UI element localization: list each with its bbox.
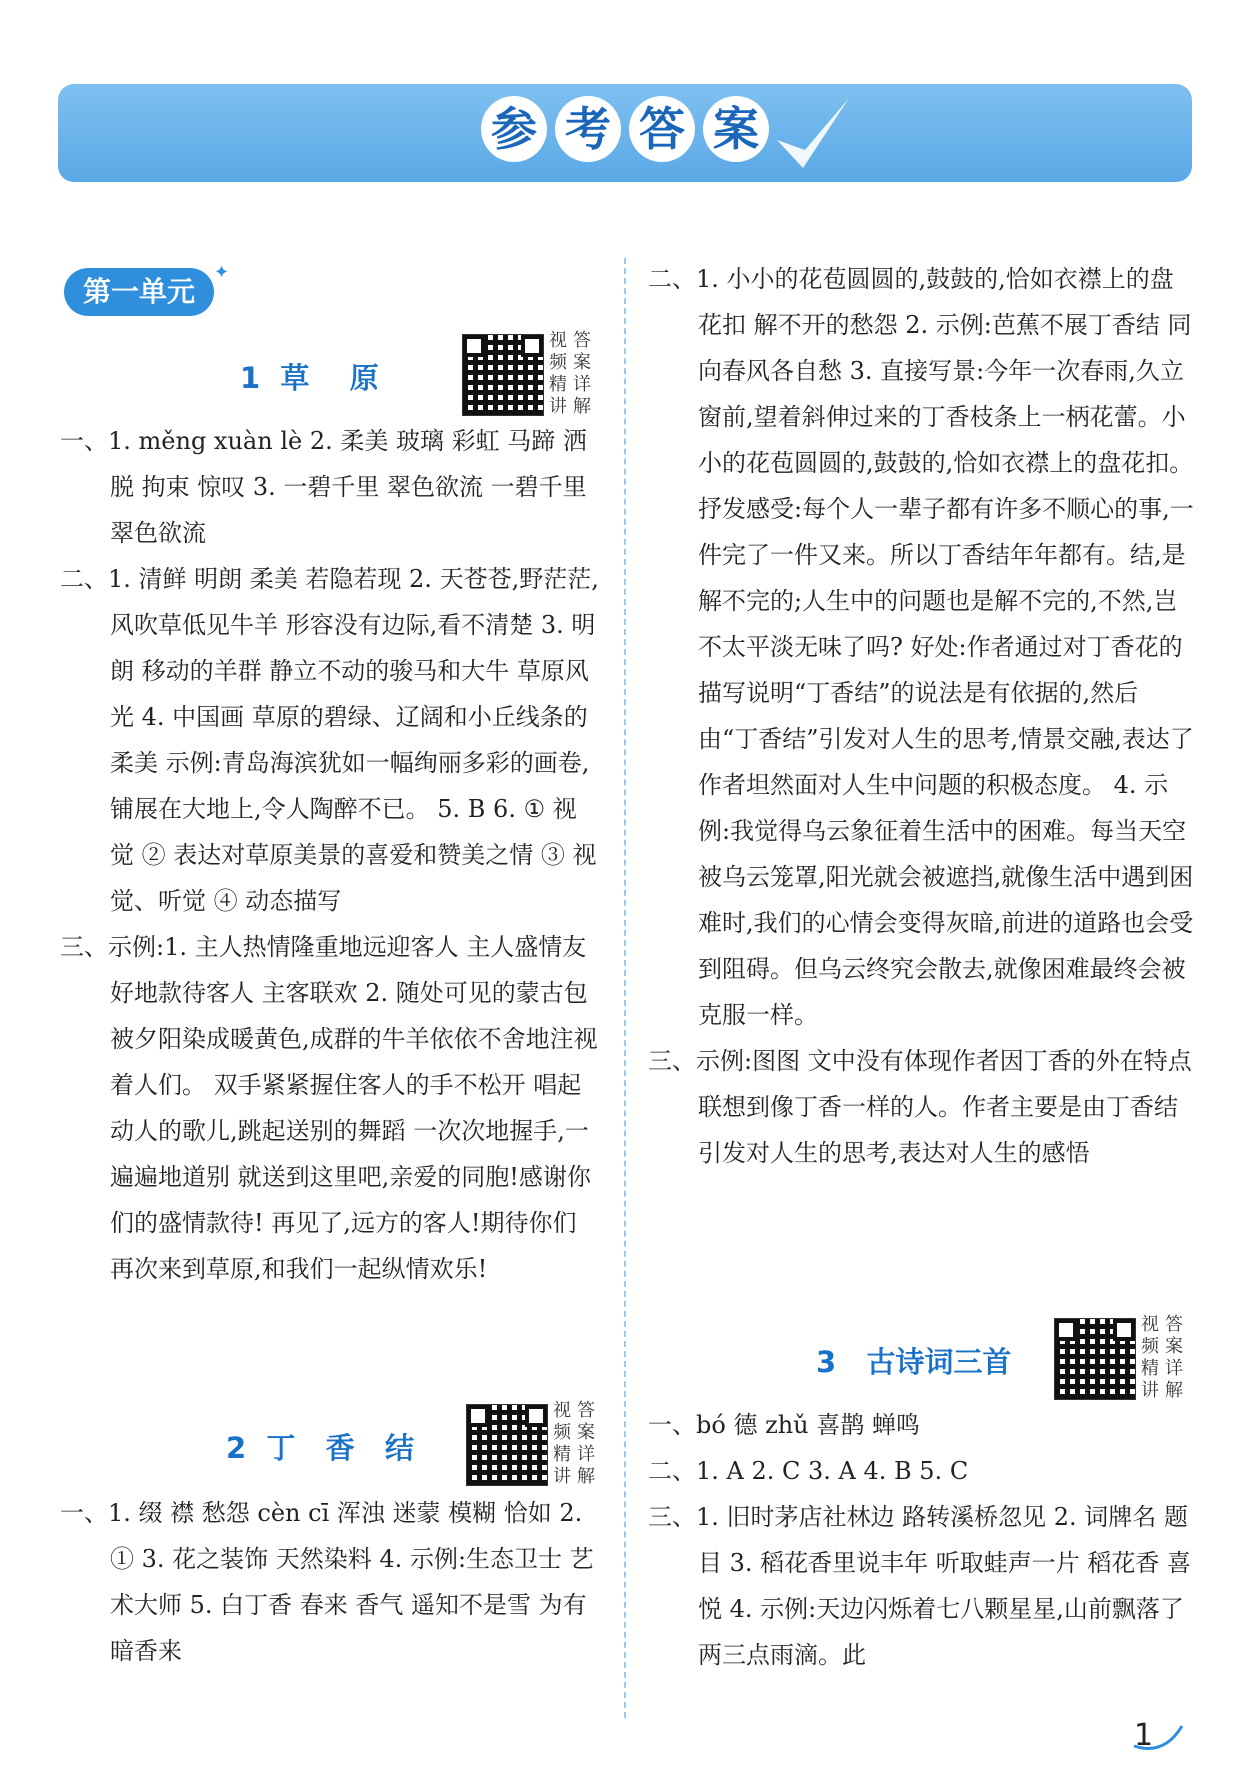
title-char: 参 [481,96,547,162]
answer-paragraph: 二、1. A 2. C 3. A 4. B 5. C [648,1457,969,1485]
qr-code-icon [462,334,544,416]
answer-block [648,256,1194,1176]
answer-paragraph: 三、1. 旧时茅店社林边 路转溪桥忽见 2. 词牌名 题目 3. 稻花香里说丰年 听取蛙声一片 稻花香 喜悦 4. 示例:天边闪烁着七八颗星星,山前飘落了两三点雨滴。此 [648,1503,1192,1669]
header-banner [58,84,1192,182]
answer-block [60,418,600,1292]
qr-label: 视 答 频 案 精 详 讲 解 [1141,1314,1183,1401]
sparkle-icon: ✦ [214,262,230,283]
answer-block [60,1490,600,1674]
qr-label: 视 答 频 案 精 详 讲 解 [549,330,591,417]
title-char: 案 [703,96,769,162]
qr-code-icon [466,1404,548,1486]
answer-block [648,1402,1194,1678]
answer-paragraph: 二、1. 小小的花苞圆圆的,鼓鼓的,恰如衣襟上的盘花扣 解不开的愁怨 2. 示例:芭蕉不展丁香结 同向春风各自愁 3. 直接写景:今年一次春雨,久立窗前,望着斜伸过来的丁香枝条上一柄花蕾。小小的花苞圆圆的,鼓鼓的,恰如衣襟上的盘花扣。 抒发感受:每个人一辈子都有许多不顺心的事,一件完了一件又来。所以丁香结年年都有。结,是解不完的;人生中的问题也是解不完的,不然,岂不太平淡无味了吗? 好处:作者通过对丁香花的描写说明“丁香结”的说法是有依据的,然后由“丁香结”引发对人生的思考,情景交融,表达了作者坦然面对人生中问题的积极态度。 4. 示例:我觉得乌云象征着生活中的困难。每当天空被乌云笼罩,阳光就会被遮挡,就像生活中遇到困难时,我们的心情会变得灰暗,前进的道路也会受到阻碍。但乌云终究会散去,就像困难最终会被克服一样。 [648,265,1194,1029]
page-number: 1 [1134,1718,1154,1753]
answer-paragraph: 三、示例:1. 主人热情隆重地远迎客人 主人盛情友好地款待客人 主客联欢 2. 随处可见的蒙古包被夕阳染成暖黄色,成群的牛羊依依不舍地注视着人们。 双手紧紧握住客人的手不松开 唱起动人的歌儿,跳起送别的舞蹈 一次次地握手,一遍遍地道别 就送到这里吧,亲爱的同胞!感谢你们的盛情款待! 再见了,远方的客人!期待你们再次来到草原,和我们一起纵情欢乐! [60,933,598,1283]
answer-paragraph: 二、1. 清鲜 明朗 柔美 若隐若现 2. 天苍苍,野茫茫,风吹草低见牛羊 形容没有边际,看不清楚 3. 明朗 移动的羊群 静立不动的骏马和大牛 草原风光 4. 中国画 草原的碧绿、辽阔和小丘线条的柔美 示例:青岛海滨犹如一幅绚丽多彩的画卷,铺展在大地上,令人陶醉不已。 5. B 6. ① 视觉 ② 表达对草原美景的喜爱和赞美之情 ③ 视觉、听觉 ④ 动态描写 [60,565,599,915]
qr-label: 视 答 频 案 精 详 讲 解 [553,1400,595,1487]
qr-code-icon [1054,1318,1136,1400]
answer-paragraph: 一、1. měng xuàn lè 2. 柔美 玻璃 彩虹 马蹄 洒脱 拘束 惊叹 3. 一碧千里 翠色欲流 一碧千里 翠色欲流 [60,427,587,547]
column-divider [624,258,626,1718]
title-char: 考 [555,96,621,162]
answer-paragraph: 一、1. 缀 襟 愁怨 cèn cī 浑浊 迷蒙 模糊 恰如 2. ① 3. 花之装饰 天然染料 4. 示例:生态卫士 艺术大师 5. 白丁香 春来 香气 遥知不是雪 为有暗香来 [60,1499,594,1665]
lesson-1-title: 1 草 原 [240,361,379,395]
lesson-2-title: 2 丁 香 结 [226,1431,414,1465]
answer-paragraph: 三、示例:图图 文中没有体现作者因丁香的外在特点联想到像丁香一样的人。作者主要是由丁香结引发对人生的思考,表达对人生的感悟 [648,1047,1192,1167]
unit-badge: 第一单元 [64,268,214,316]
checkmark-icon [773,94,853,176]
answer-paragraph: 一、bó 德 zhǔ 喜鹊 蝉鸣 [648,1411,920,1439]
title-char: 答 [629,96,695,162]
page-title [58,96,1192,162]
lesson-3-title: 3 古诗词三首 [816,1345,1012,1379]
